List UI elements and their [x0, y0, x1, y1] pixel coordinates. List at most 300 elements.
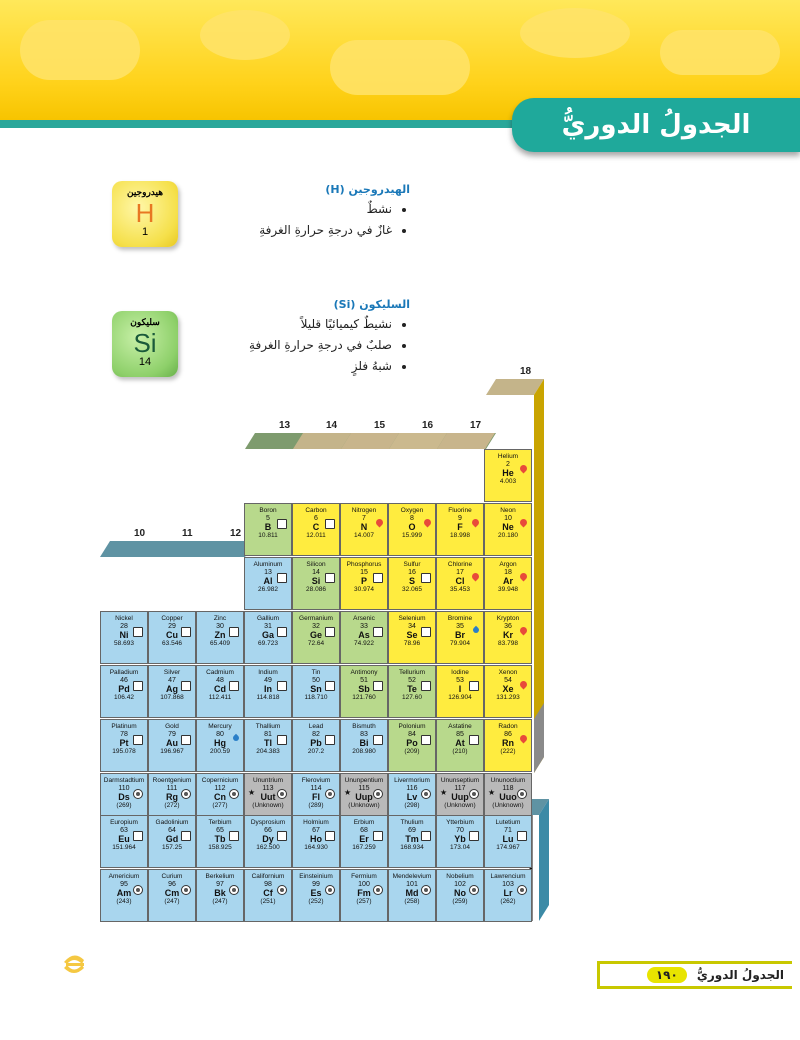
element-symbol: Lr	[503, 888, 513, 898]
atomic-mass: 74.922	[354, 640, 374, 647]
group-label-17: 17	[470, 420, 482, 431]
element-symbol: Ar	[502, 576, 513, 586]
element-cell-n	[340, 503, 388, 556]
element-symbol: Ga	[261, 630, 274, 640]
atomic-mass: 69.723	[258, 640, 278, 647]
atomic-number: 68	[360, 827, 368, 834]
element-cell-au	[148, 719, 196, 772]
atomic-mass: (259)	[452, 898, 468, 905]
tile-name: سليكون	[130, 317, 160, 327]
atomic-mass: 207.2	[307, 748, 325, 755]
atomic-number: 52	[408, 677, 416, 684]
group-label-16: 16	[422, 420, 434, 431]
element-symbol: P	[360, 576, 367, 586]
element-name: Germanium	[299, 615, 333, 622]
element-symbol: Am	[116, 888, 132, 898]
element-name: Gold	[165, 723, 179, 730]
element-name: Cadmium	[206, 669, 234, 676]
star-icon: ★	[344, 788, 352, 797]
atomic-mass: 195.078	[112, 748, 136, 755]
element-name: Aluminum	[253, 561, 283, 568]
element-cell-no	[436, 869, 484, 922]
atomic-mass: 200.59	[210, 748, 230, 755]
element-cell-bk	[196, 869, 244, 922]
element-name: Terbium	[208, 819, 232, 826]
solid-state-icon	[181, 831, 191, 841]
hydrogen-bullet: • غازٌ في درجةِ حرارةِ الغرفةِ	[259, 223, 392, 237]
atomic-mass: 28.086	[306, 586, 326, 593]
element-cell-md	[388, 869, 436, 922]
group-label-14: 14	[326, 420, 338, 431]
atomic-mass: 126.904	[448, 694, 472, 701]
atomic-number: 86	[504, 731, 512, 738]
element-cell-pb	[292, 719, 340, 772]
atomic-number: 6	[314, 515, 318, 522]
element-name: Tin	[311, 669, 321, 676]
atomic-mass: (252)	[308, 898, 324, 905]
atomic-number: 84	[408, 731, 416, 738]
element-name: Nitrogen	[351, 507, 377, 514]
element-cell-ga	[244, 611, 292, 664]
element-symbol: Pb	[310, 738, 322, 748]
atomic-number: 29	[168, 623, 176, 630]
atomic-number: 53	[456, 677, 464, 684]
atomic-mass: 79.904	[450, 640, 470, 647]
atomic-number: 102	[454, 881, 466, 888]
element-symbol: Sb	[358, 684, 370, 694]
element-symbol: O	[408, 522, 416, 532]
atomic-mass: 20.180	[498, 532, 518, 539]
element-name: Lawrencium	[490, 873, 526, 880]
element-symbol: Yb	[454, 834, 466, 844]
atomic-number: 117	[454, 785, 466, 792]
atomic-number: 118	[502, 785, 514, 792]
element-name: Zinc	[213, 615, 227, 622]
element-symbol: Cd	[214, 684, 226, 694]
atomic-number: 28	[120, 623, 128, 630]
element-symbol: I	[458, 684, 462, 694]
atomic-number: 99	[312, 881, 320, 888]
element-cell-pd	[100, 665, 148, 718]
element-cell-al	[244, 557, 292, 610]
atomic-number: 31	[264, 623, 272, 630]
atomic-mass: (269)	[116, 802, 132, 809]
element-symbol: Po	[406, 738, 418, 748]
element-name: Helium	[497, 453, 519, 460]
element-name: Nickel	[115, 615, 133, 622]
atomic-mass: 174.967	[496, 844, 520, 851]
atomic-number: 35	[456, 623, 464, 630]
atomic-mass: (298)	[404, 802, 420, 809]
element-cell-o	[388, 503, 436, 556]
element-name: Platinum	[111, 723, 137, 730]
solid-state-icon	[373, 735, 383, 745]
element-cell-lu	[484, 815, 532, 868]
element-name: Ytterbium	[446, 819, 474, 826]
solid-state-icon	[325, 681, 335, 691]
atomic-mass: (222)	[500, 748, 516, 755]
element-symbol: Te	[407, 684, 417, 694]
atomic-number: 54	[504, 677, 512, 684]
atomic-mass: 83.798	[498, 640, 518, 647]
element-name: Nobelium	[446, 873, 474, 880]
atomic-number: 47	[168, 677, 176, 684]
atomic-number: 15	[360, 569, 368, 576]
top-face	[486, 379, 544, 395]
tile-number: 1	[141, 226, 149, 238]
atomic-number: 103	[502, 881, 514, 888]
star-icon: ★	[488, 788, 496, 797]
solid-state-icon	[421, 627, 431, 637]
atomic-mass: 204.383	[256, 748, 280, 755]
element-name: Copper	[161, 615, 183, 622]
atomic-number: 95	[120, 881, 128, 888]
element-name: Ununtrium	[253, 777, 283, 784]
atomic-number: 83	[360, 731, 368, 738]
star-icon: ★	[440, 788, 448, 797]
element-cell-sb	[340, 665, 388, 718]
element-cell-i	[436, 665, 484, 718]
atomic-number: 96	[168, 881, 176, 888]
element-symbol: Eu	[118, 834, 130, 844]
element-cell-cf	[244, 869, 292, 922]
element-symbol: Tb	[214, 834, 226, 844]
solid-state-icon	[517, 831, 527, 841]
element-symbol: Tm	[405, 834, 419, 844]
atomic-mass: (210)	[452, 748, 468, 755]
element-cell-f	[436, 503, 484, 556]
element-symbol: Gd	[165, 834, 179, 844]
atomic-mass: (243)	[116, 898, 132, 905]
atomic-number: 64	[168, 827, 176, 834]
element-name: Palladium	[109, 669, 139, 676]
atomic-mass: 168.934	[400, 844, 424, 851]
element-symbol: Dy	[262, 834, 274, 844]
atomic-number: 111	[166, 785, 178, 792]
atomic-number: 36	[504, 623, 512, 630]
atomic-number: 66	[264, 827, 272, 834]
element-name: Europium	[110, 819, 138, 826]
solid-state-icon	[277, 831, 287, 841]
element-name: Polonium	[398, 723, 426, 730]
atomic-mass: 121.760	[352, 694, 376, 701]
silicon-heading: السليكون (Si)	[333, 298, 410, 311]
atomic-mass: 164.930	[304, 844, 328, 851]
element-cell-xe	[484, 665, 532, 718]
element-cell-si	[292, 557, 340, 610]
element-name: Bromine	[447, 615, 473, 622]
element-name: Iodine	[451, 669, 469, 676]
element-name: Roentgenium	[152, 777, 192, 784]
element-name: Ununoctium	[490, 777, 526, 784]
element-cell-br	[436, 611, 484, 664]
element-symbol: Al	[263, 576, 273, 586]
element-symbol: Cu	[166, 630, 178, 640]
element-name: Carbon	[305, 507, 327, 514]
atomic-mass: (247)	[164, 898, 180, 905]
element-symbol: Er	[359, 834, 369, 844]
element-name: Mendelevium	[392, 873, 432, 880]
element-symbol: Uuo	[499, 792, 517, 802]
element-symbol: Fl	[312, 792, 320, 802]
element-name: Americium	[108, 873, 140, 880]
element-name: Astatine	[448, 723, 472, 730]
atomic-mass: 10.811	[258, 532, 278, 539]
element-cell-ag	[148, 665, 196, 718]
element-cell-yb	[436, 815, 484, 868]
element-cell-cu	[148, 611, 196, 664]
solid-state-icon	[181, 735, 191, 745]
element-name: Chlorine	[447, 561, 473, 568]
atomic-number: 101	[406, 881, 418, 888]
atomic-mass: 58.693	[114, 640, 134, 647]
element-symbol: Br	[454, 630, 465, 640]
atomic-number: 81	[264, 731, 272, 738]
hydrogen-heading: الهيدروجين (H)	[325, 183, 410, 196]
atomic-mass: 107.868	[160, 694, 184, 701]
element-cell-gd	[148, 815, 196, 868]
solid-state-icon	[469, 831, 479, 841]
group-label-15: 15	[374, 420, 386, 431]
top-face	[437, 433, 495, 449]
atomic-mass: 15.999	[402, 532, 422, 539]
element-name: Thulium	[400, 819, 424, 826]
silicon-bullet: • نشيطٌ كيميائيًا قليلاً	[249, 317, 392, 331]
element-symbol: N	[360, 522, 368, 532]
atomic-number: 32	[312, 623, 320, 630]
element-cell-ge	[292, 611, 340, 664]
element-name: Indium	[258, 669, 278, 676]
atomic-mass: 208.980	[352, 748, 376, 755]
element-symbol: Uup	[451, 792, 469, 802]
atomic-number: 112	[214, 785, 226, 792]
element-name: Livermorium	[394, 777, 430, 784]
element-cell-tb	[196, 815, 244, 868]
atomic-mass: 78.96	[403, 640, 421, 647]
atomic-number: 30	[216, 623, 224, 630]
element-symbol: Si	[311, 576, 321, 586]
element-name: Curium	[161, 873, 183, 880]
solid-state-icon	[133, 627, 143, 637]
element-name: Erbium	[353, 819, 375, 826]
synth-state-icon	[373, 885, 383, 895]
element-symbol: C	[312, 522, 320, 532]
element-symbol: Ds	[118, 792, 130, 802]
atomic-number: 9	[458, 515, 462, 522]
solid-state-icon	[421, 681, 431, 691]
atomic-number: 65	[216, 827, 224, 834]
top-face	[100, 541, 255, 557]
synth-state-icon	[133, 885, 143, 895]
atomic-mass: 32.065	[402, 586, 422, 593]
synth-state-icon	[181, 789, 191, 799]
element-name: Copernicium	[201, 777, 239, 784]
element-symbol: Bk	[214, 888, 226, 898]
atomic-number: 34	[408, 623, 416, 630]
element-name: Thallium	[255, 723, 281, 730]
element-symbol: Rg	[166, 792, 178, 802]
element-symbol: B	[264, 522, 272, 532]
element-name: Antimony	[350, 669, 378, 676]
element-name: Tellurium	[398, 669, 425, 676]
element-cell-pt	[100, 719, 148, 772]
element-cell-he	[484, 449, 532, 502]
atomic-mass: 12.011	[306, 532, 326, 539]
solid-state-icon	[373, 681, 383, 691]
atomic-mass: (262)	[500, 898, 516, 905]
element-symbol: Md	[405, 888, 419, 898]
solid-state-icon	[373, 831, 383, 841]
element-name: Sulfur	[403, 561, 421, 568]
element-name: Xenon	[498, 669, 518, 676]
atomic-mass: (251)	[260, 898, 276, 905]
element-symbol: Ho	[310, 834, 322, 844]
publisher-logo-icon	[60, 948, 88, 980]
element-symbol: Au	[166, 738, 178, 748]
solid-state-icon	[421, 831, 431, 841]
element-name: Flerovium	[301, 777, 331, 784]
atomic-number: 110	[118, 785, 130, 792]
element-name: Silver	[163, 669, 181, 676]
element-symbol: Kr	[502, 630, 513, 640]
element-name: Einsteinium	[299, 873, 333, 880]
atomic-number: 80	[216, 731, 224, 738]
atomic-number: 116	[406, 785, 418, 792]
element-symbol: Es	[310, 888, 322, 898]
atomic-number: 113	[262, 785, 274, 792]
element-symbol: At	[455, 738, 465, 748]
synth-state-icon	[325, 789, 335, 799]
solid-state-icon	[373, 573, 383, 583]
element-cell-dy	[244, 815, 292, 868]
atomic-number: 85	[456, 731, 464, 738]
page-number: ١٩٠	[647, 967, 687, 983]
synth-state-icon	[517, 789, 527, 799]
group-label-12: 12	[230, 528, 242, 539]
atomic-number: 70	[456, 827, 464, 834]
group-label-13: 13	[279, 420, 291, 431]
solid-state-icon	[469, 735, 479, 745]
atomic-mass: (Unknown)	[252, 802, 284, 809]
atomic-mass: 26.982	[258, 586, 278, 593]
solid-state-icon	[229, 627, 239, 637]
atomic-mass: (272)	[164, 802, 180, 809]
element-cell-as	[340, 611, 388, 664]
atomic-number: 14	[312, 569, 320, 576]
synth-state-icon	[277, 885, 287, 895]
atomic-mass: 65.409	[210, 640, 230, 647]
atomic-mass: 35.453	[450, 586, 470, 593]
element-name: Fluorine	[448, 507, 472, 514]
element-cell-cl	[436, 557, 484, 610]
atomic-number: 17	[456, 569, 464, 576]
element-name: Gallium	[256, 615, 280, 622]
element-name: Silicon	[306, 561, 326, 568]
element-symbol: Fm	[357, 888, 371, 898]
element-name: Fermium	[351, 873, 377, 880]
element-symbol: Cf	[263, 888, 273, 898]
atomic-number: 71	[504, 827, 512, 834]
solid-state-icon	[133, 831, 143, 841]
element-symbol: Tl	[264, 738, 272, 748]
atomic-mass: (289)	[308, 802, 324, 809]
element-symbol: As	[358, 630, 370, 640]
element-name: Phosphorus	[346, 561, 382, 568]
element-cell-b	[244, 503, 292, 556]
atomic-number: 7	[362, 515, 366, 522]
element-name: Ununseptium	[440, 777, 480, 784]
synth-state-icon	[229, 789, 239, 799]
synth-state-icon	[229, 885, 239, 895]
atomic-number: 78	[120, 731, 128, 738]
element-name: Arsenic	[353, 615, 375, 622]
solid-state-icon	[325, 831, 335, 841]
element-name: Mercury	[208, 723, 232, 730]
element-symbol: Cn	[214, 792, 226, 802]
atomic-mass: 14.007	[354, 532, 374, 539]
atomic-number: 50	[312, 677, 320, 684]
element-symbol: He	[502, 468, 514, 478]
element-name: Selenium	[398, 615, 426, 622]
atomic-number: 82	[312, 731, 320, 738]
solid-state-icon	[325, 573, 335, 583]
element-symbol: Pd	[118, 684, 130, 694]
element-symbol: Uup	[355, 792, 373, 802]
element-symbol: Pt	[119, 738, 129, 748]
element-cell-at	[436, 719, 484, 772]
atomic-mass: 106.42	[114, 694, 134, 701]
element-symbol: Xe	[502, 684, 514, 694]
element-cell-eu	[100, 815, 148, 868]
atomic-mass: 173.04	[450, 844, 470, 851]
tile-symbol: H	[135, 198, 155, 228]
element-cell-es	[292, 869, 340, 922]
element-symbol: S	[408, 576, 415, 586]
top-face	[341, 433, 399, 449]
atomic-mass: 4.003	[499, 478, 517, 485]
element-cell-ni	[100, 611, 148, 664]
element-name: Krypton	[496, 615, 520, 622]
atomic-number: 69	[408, 827, 416, 834]
element-name: Berkelium	[205, 873, 235, 880]
solid-state-icon	[277, 735, 287, 745]
synth-state-icon	[421, 885, 431, 895]
atomic-mass: 118.710	[304, 694, 328, 701]
atomic-mass: (209)	[404, 748, 420, 755]
solid-state-icon	[181, 681, 191, 691]
solid-state-icon	[277, 627, 287, 637]
solid-state-icon	[229, 831, 239, 841]
atomic-mass: 112.411	[208, 694, 232, 701]
element-cell-te	[388, 665, 436, 718]
atomic-number: 63	[120, 827, 128, 834]
element-cell-ho	[292, 815, 340, 868]
atomic-mass: (Unknown)	[492, 802, 524, 809]
top-face	[389, 433, 447, 449]
hydrogen-bullet: • نشطٌ	[259, 202, 392, 216]
element-symbol: Ge	[309, 630, 322, 640]
atomic-mass: 158.925	[208, 844, 232, 851]
solid-state-icon	[325, 519, 335, 529]
element-symbol: Ag	[166, 684, 178, 694]
element-name: Boron	[259, 507, 277, 514]
element-symbol: Uut	[260, 792, 276, 802]
atomic-mass: 162.500	[256, 844, 280, 851]
element-cell-tl	[244, 719, 292, 772]
atomic-mass: (Unknown)	[444, 802, 476, 809]
side-face	[539, 799, 549, 921]
silicon-bullet: • صلبٌ في درجةِ حرارةِ الغرفةِ	[249, 338, 392, 352]
